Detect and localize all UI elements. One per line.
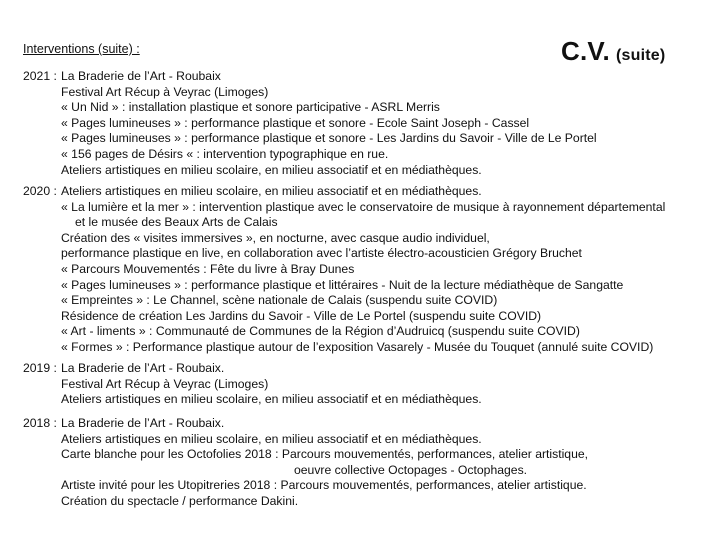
entry-text: Festival Art Récup à Veyrac (Limoges) [61, 376, 269, 391]
entry-row [23, 340, 713, 356]
entry-row [23, 463, 713, 479]
entry-row [23, 447, 713, 463]
entry-row [23, 494, 713, 510]
entry-text: Festival Art Récup à Veyrac (Limoges) [61, 84, 269, 99]
entry-row [23, 163, 713, 179]
entry-row [23, 309, 713, 325]
entry-text: Création des « visites immersives », en nocturne, avec casque audio individuel, [61, 230, 490, 245]
entry-row [23, 361, 713, 377]
entry-row [23, 231, 713, 247]
entry-row [23, 131, 713, 147]
entry-text: Artiste invité pour les Utopitreries 2018 : Parcours mouvementés, performances, atelier artistique. [61, 478, 587, 493]
cv-title [561, 36, 665, 67]
entry-row [23, 184, 713, 200]
entry-text: « La lumière et la mer » : intervention plastique avec le conservatoire de musique à rayonnement départemental [61, 199, 666, 214]
year-label: 2020 : [23, 184, 57, 198]
entry-text: Carte blanche pour les Octofolies 2018 : Parcours mouvementés, performances, atelier artistique, [61, 447, 589, 462]
entry-row [23, 478, 713, 494]
year-block [23, 69, 713, 178]
entry-text: La Braderie de l’Art - Roubaix. [61, 361, 225, 375]
entry-row [23, 377, 713, 393]
entry-row [23, 147, 713, 163]
entry-text: Création du spectacle / performance Dakini. [61, 493, 299, 508]
entry-text: Ateliers artistiques en milieu scolaire, en milieu associatif et en médiathèques. [61, 184, 482, 198]
entry-text: Ateliers artistiques en milieu scolaire, en milieu associatif et en médiathèques. [61, 431, 482, 446]
year-label: 2018 : [23, 416, 57, 430]
year-block [23, 416, 713, 510]
section-heading: Interventions (suite) : [23, 42, 140, 56]
entry-row [23, 293, 713, 309]
entry-text: « Art - liments » : Communauté de Communes de la Région d’Audruicq (suspendu suite COVID) [61, 324, 580, 339]
entry-row [23, 432, 713, 448]
entry-row [23, 246, 713, 262]
entry-text: et le musée des Beaux Arts de Calais [75, 215, 278, 230]
entry-text: Résidence de création Les Jardins du Savoir - Ville de Le Portel (suspendu suite COVID) [61, 308, 542, 323]
entry-text: « Empreintes » : Le Channel, scène nationale de Calais (suspendu suite COVID) [61, 293, 498, 308]
entry-row [23, 100, 713, 116]
cv-title-main: C.V. [561, 36, 610, 66]
year-label: 2019 : [23, 361, 57, 375]
entry-row [23, 116, 713, 132]
entry-text: Ateliers artistiques en milieu scolaire, en milieu associatif et en médiathèques. [61, 162, 482, 177]
entry-text: La Braderie de l’Art - Roubaix. [61, 416, 225, 430]
entry-text: oeuvre collective Octopages - Octophages. [294, 462, 528, 477]
entry-text: « Pages lumineuses » : performance plastique et sonore - Ecole Saint Joseph - Cassel [61, 115, 530, 130]
entry-text: « Parcours Mouvementés : Fête du livre à Bray Dunes [61, 261, 355, 276]
entry-row [23, 69, 713, 85]
entry-row [23, 262, 713, 278]
entry-text: « Pages lumineuses » : performance plastique et sonore - Les Jardins du Savoir - Ville de Le Portel [61, 131, 597, 146]
entry-text: « 156 pages de Désirs « : intervention typographique en rue. [61, 146, 389, 161]
entry-row [23, 324, 713, 340]
year-block [23, 184, 713, 356]
entry-row [23, 85, 713, 101]
entry-text: La Braderie de l’Art - Roubaix [61, 69, 221, 83]
entry-text: Ateliers artistiques en milieu scolaire, en milieu associatif et en médiathèques. [61, 392, 482, 407]
entry-row [23, 416, 713, 432]
year-block [23, 361, 713, 408]
entry-text: performance plastique en live, en collaboration avec l’artiste électro-acousticien Grégory Bruchet [61, 246, 582, 261]
entry-text: « Pages lumineuses » : performance plastique et littéraires - Nuit de la lecture médiathèque de Sangatte [61, 277, 624, 292]
year-label: 2021 : [23, 69, 57, 83]
entry-row [23, 392, 713, 408]
entry-row [23, 215, 713, 231]
entry-text: « Formes » : Performance plastique autour de l’exposition Vasarely - Musée du Touquet (annulé suite COVID) [61, 339, 654, 354]
cv-title-suffix: (suite) [615, 47, 666, 64]
entry-text: « Un Nid » : installation plastique et sonore participative - ASRL Merris [61, 100, 440, 115]
entry-row [23, 278, 713, 294]
entry-row [23, 200, 713, 216]
